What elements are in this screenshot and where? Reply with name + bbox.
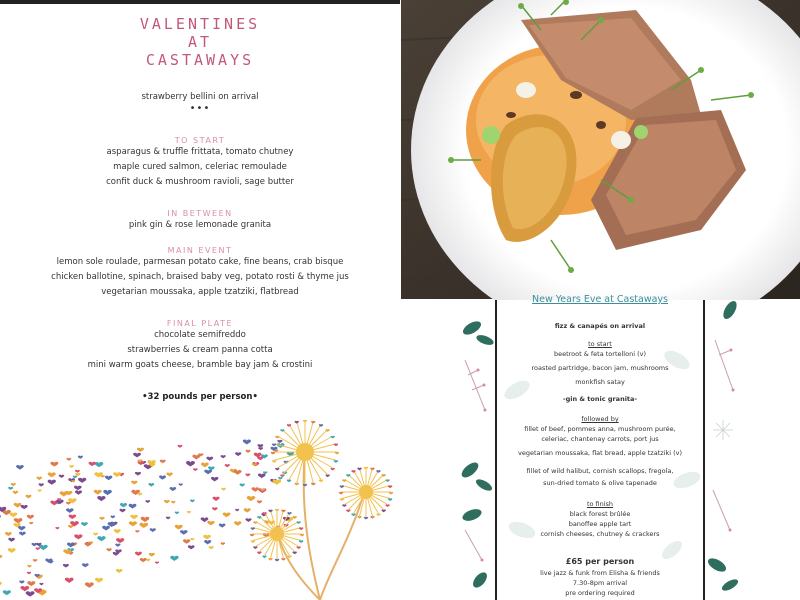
price-line: •32 pounds per person• bbox=[142, 392, 258, 402]
arrival-line: fizz & canapés on arrival bbox=[554, 322, 646, 330]
menu-item: roasted partridge, bacon jam, mushrooms bbox=[531, 364, 669, 372]
valentines-title-line-1: VALENTINES bbox=[139, 15, 261, 33]
menu-item: pink gin & rose lemonade granita bbox=[128, 220, 272, 230]
menu-item: strawberries & cream panna cotta bbox=[127, 345, 273, 355]
hearts-and-dandelions-illustration bbox=[0, 410, 400, 600]
valentines-title-line-3: CASTAWAYS bbox=[145, 51, 255, 69]
white-margin-right bbox=[740, 300, 800, 600]
granita-line: -gin & tonic granita- bbox=[562, 395, 638, 403]
section-heading: IN BETWEEN bbox=[167, 209, 233, 218]
section-heading: FINAL PLATE bbox=[166, 319, 234, 328]
footer-line: 7.30-8pm arrival bbox=[572, 579, 628, 587]
menu-item: banoffee apple tart bbox=[568, 520, 632, 528]
plated-dish-image bbox=[401, 0, 800, 299]
footer-line: pre ordering required bbox=[565, 589, 635, 597]
white-margin-left bbox=[401, 300, 460, 600]
menu-item: fillet of beef, pommes anna, mushroom purée, bbox=[524, 425, 676, 433]
to-finish-heading: to finish bbox=[586, 500, 614, 508]
menu-item: black forest brûlée bbox=[569, 510, 631, 518]
menu-item: vegetarian moussaka, apple tzatziki, flatbread bbox=[101, 287, 299, 297]
menu-item: asparagus & truffle frittata, tomato chutney bbox=[106, 147, 294, 157]
menu-item: lemon sole roulade, parmesan potato cake, fine beans, crab bisque bbox=[56, 257, 344, 267]
menu-item: mini warm goats cheese, bramble bay jam & crostini bbox=[87, 360, 313, 370]
divider-dots: ••• bbox=[189, 103, 211, 114]
section-heading: MAIN EVENT bbox=[167, 246, 233, 255]
menu-item: chicken ballotine, spinach, braised baby veg, potato rosti & thyme jus bbox=[51, 272, 349, 282]
new-years-title: New Years Eve at Castaways bbox=[532, 294, 668, 305]
section-in-between bbox=[0, 209, 400, 233]
followed-by-heading: followed by bbox=[581, 415, 619, 423]
menu-item: celeriac, chantenay carrots, port jus bbox=[541, 435, 659, 443]
menu-item: vegetarian moussaka, flat bread, apple tzatziki (v) bbox=[517, 449, 683, 457]
menu-item: chocolate semifreddo bbox=[154, 330, 246, 340]
menu-item: confit duck & mushroom ravioli, sage butter bbox=[106, 177, 294, 187]
food-photo bbox=[401, 0, 800, 299]
section-main-event bbox=[0, 246, 400, 300]
scattered-hearts-icon bbox=[0, 439, 294, 596]
leaf-border-left-icon bbox=[460, 300, 495, 600]
section-heading: TO START bbox=[174, 136, 226, 145]
menu-item: beetroot & feta tortelloni (v) bbox=[553, 350, 647, 358]
menu-item: cornish cheeses, chutney & crackers bbox=[540, 530, 660, 538]
ny-price-line: £65 per person bbox=[565, 557, 635, 566]
new-years-menu bbox=[460, 294, 740, 600]
top-bar bbox=[0, 0, 400, 4]
leaf-border-right-icon bbox=[705, 300, 740, 600]
menu-item: fillet of wild halibut, cornish scallops, fregola, bbox=[526, 467, 674, 475]
arrival-drink: strawberry bellini on arrival bbox=[141, 92, 259, 102]
menu-item: maple cured salmon, celeriac remoulade bbox=[113, 162, 287, 172]
menu-item: monkfish satay bbox=[575, 378, 625, 386]
valentines-title-line-2: AT bbox=[187, 33, 213, 51]
section-final-plate bbox=[0, 319, 400, 373]
footer-line: live jazz & funk from Elisha & friends bbox=[540, 569, 660, 577]
dandelion-flowers-icon bbox=[250, 420, 393, 600]
menu-item: sun-dried tomato & olive tapenade bbox=[543, 479, 657, 487]
section-to-start bbox=[0, 136, 400, 190]
to-start-heading: to start bbox=[588, 340, 612, 348]
